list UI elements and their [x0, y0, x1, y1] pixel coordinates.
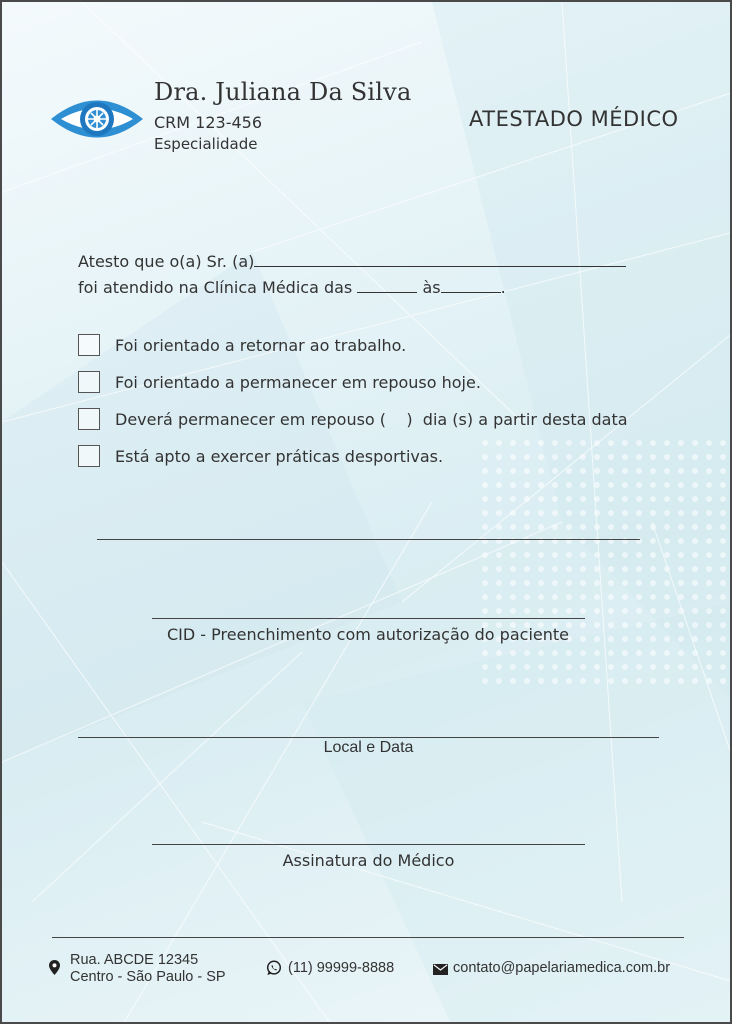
- eye-icon: [49, 96, 145, 142]
- local-date-line[interactable]: [78, 737, 659, 738]
- option-label: Está apto a exercer práticas desportivas.: [115, 446, 444, 466]
- attendance-line: [78, 278, 506, 297]
- checkbox[interactable]: [78, 371, 100, 393]
- document-title: ATESTADO MÉDICO: [469, 107, 679, 131]
- local-date-caption: Local e Data: [323, 739, 414, 756]
- option-label: Foi orientado a permanecer em repouso hoje.: [115, 372, 481, 392]
- checkbox[interactable]: [78, 334, 100, 356]
- address-line-1: Rua. ABCDE 12345: [70, 952, 199, 968]
- location-pin-icon: [49, 960, 60, 975]
- start-time-blank[interactable]: [357, 278, 417, 293]
- option-return-to-work[interactable]: [78, 334, 406, 356]
- option-rest-days[interactable]: [78, 408, 628, 430]
- address-line-2: Centro - São Paulo - SP: [70, 969, 226, 985]
- checkbox[interactable]: [78, 445, 100, 467]
- end-time-blank[interactable]: [441, 278, 501, 293]
- footer-divider: [52, 937, 684, 938]
- notes-line[interactable]: [97, 539, 640, 540]
- patient-name-blank[interactable]: [254, 252, 626, 267]
- background-pattern: [2, 2, 732, 1024]
- cid-line[interactable]: [152, 618, 585, 619]
- attendance-line-label: foi atendido na Clínica Médica das: [78, 278, 353, 297]
- option-rest-today[interactable]: [78, 371, 481, 393]
- specialty: Especialidade: [154, 135, 258, 153]
- signature-caption: Assinatura do Médico: [282, 851, 455, 870]
- attendance-line-end: .: [500, 278, 506, 297]
- option-label: Foi orientado a retornar ao trabalho.: [115, 335, 407, 355]
- phone-number[interactable]: (11) 99999-8888: [288, 960, 395, 976]
- option-label: Deverá permanecer em repouso ( ) dia (s) a partir desta data: [115, 409, 628, 429]
- option-fit-for-sports[interactable]: [78, 445, 443, 467]
- patient-line: [78, 252, 626, 271]
- doctor-name: Dra. Juliana Da Silva: [154, 78, 412, 106]
- patient-line-label: Atesto que o(a) Sr. (a): [78, 252, 255, 271]
- crm-number: CRM 123-456: [154, 113, 263, 132]
- cid-caption: CID - Preenchimento com autorização do paciente: [167, 625, 569, 644]
- whatsapp-icon: [266, 960, 282, 976]
- envelope-icon: [433, 964, 448, 975]
- checkbox[interactable]: [78, 408, 100, 430]
- attendance-line-between: às: [422, 278, 441, 297]
- email-link[interactable]: contato@papelariamedica.com.br: [453, 960, 671, 976]
- signature-line[interactable]: [152, 844, 585, 845]
